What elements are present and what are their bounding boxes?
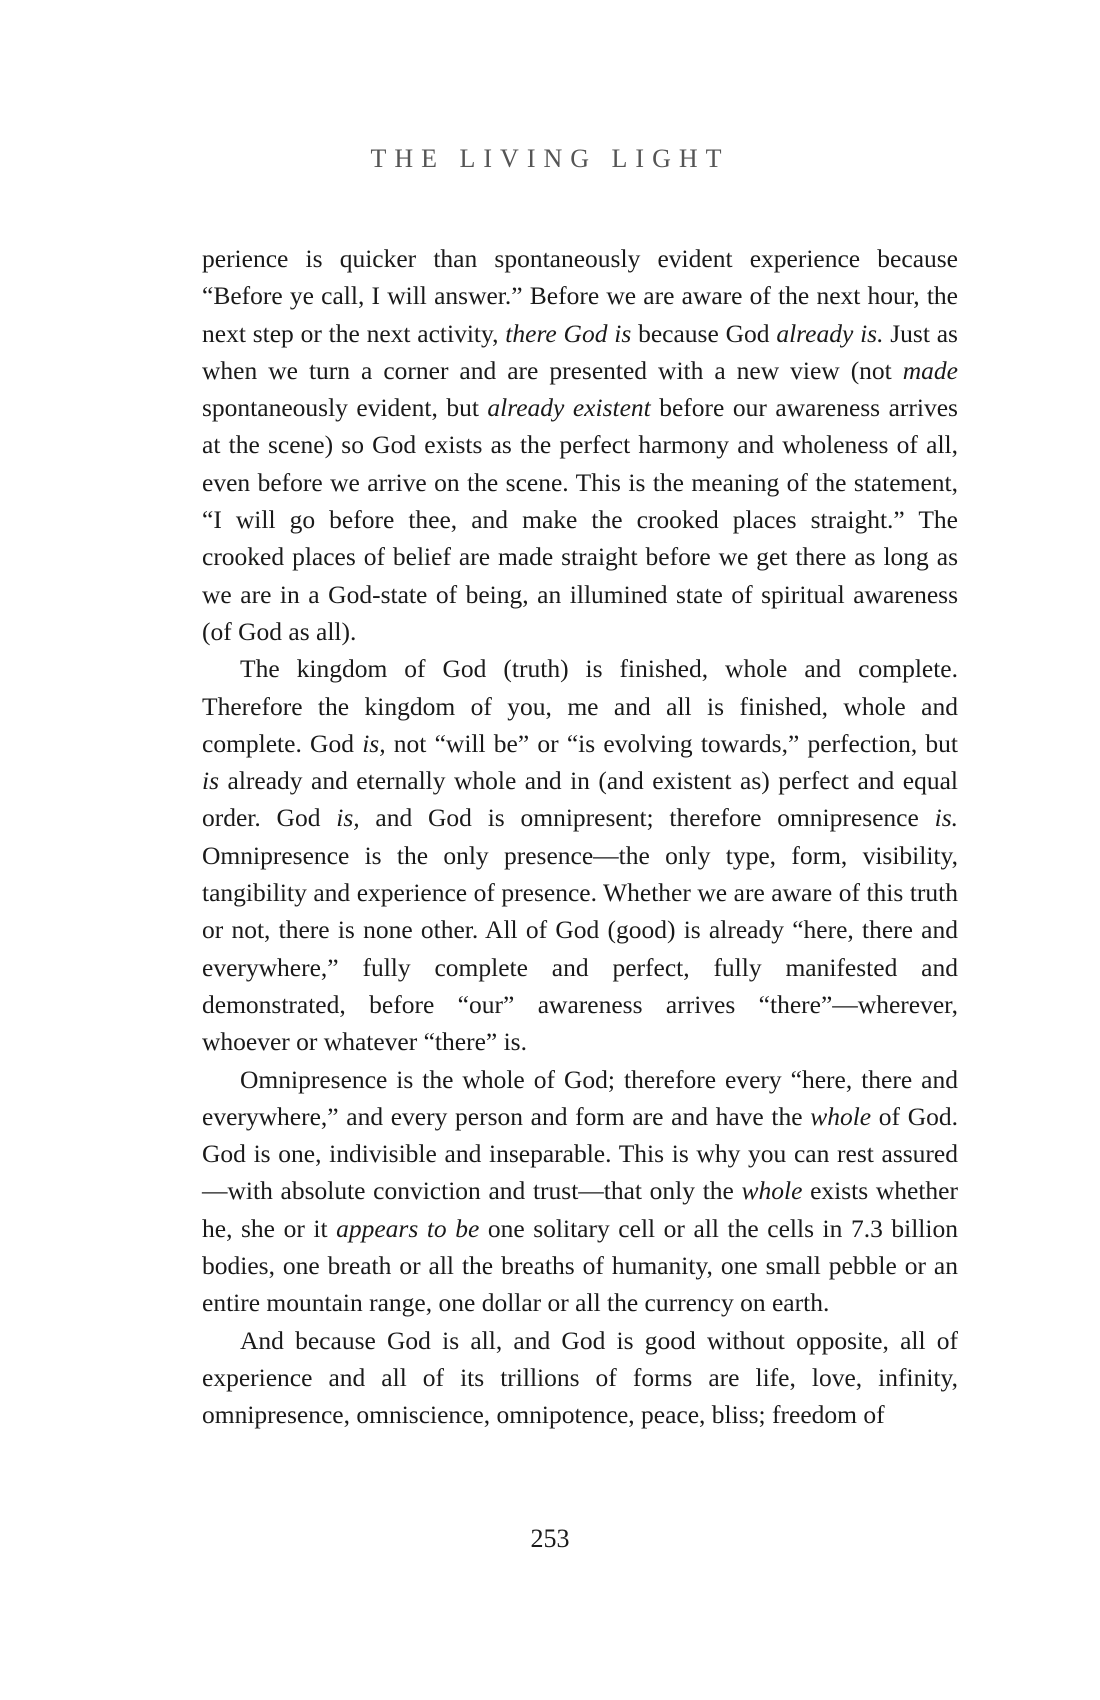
paragraph-2 [202, 650, 958, 1060]
text-run: already and eternally whole and in (and existent as) perfect and equal order. God [202, 766, 958, 833]
text-run: Omnipresence is the whole of God; therefore every “here, there and everywhere,” and every person and form are and have the [202, 1064, 958, 1131]
running-head: THE LIVING LIGHT [370, 144, 730, 173]
italic-text: made [902, 355, 958, 385]
text-run: because God [631, 318, 777, 348]
italic-text: is, [336, 803, 360, 833]
text-run: Just as when we turn a corner and are presented with a new view (not [202, 318, 958, 385]
text-run: of God. God is one, indivisible and inseparable. This is why you can rest assured—with absolute conviction and trust—that only the [202, 1101, 958, 1206]
italic-text: is, [362, 728, 386, 758]
italic-text: is [202, 766, 220, 796]
text-run: spontaneously evident, but [202, 393, 488, 423]
paragraph-4 [202, 1322, 958, 1434]
text-run: not “will be” or “is evolving towards,” perfection, but [385, 728, 959, 758]
paragraph-1 [202, 240, 958, 650]
italic-text: there God is [505, 318, 632, 348]
text-run: perience is quicker than spontaneously evident experience because “Before ye call, I will answer.” Before we are aware of the next hour, the next step or the next activity, [202, 244, 958, 348]
italic-text: already is. [776, 318, 884, 348]
text-run: before our awareness arrives at the scene) so God exists as the perfect harmony and wholeness of all, even before we arrive on the scene. This is the meaning of the statement, “I will go before thee, and make the crooked places straight.” The crooked places of belief are made straight before we get there as long as we are in a God-state of being, an illumined state of spiritual awareness (of God as all). [202, 393, 958, 646]
text-run: and God is omnipresent; therefore omnipresence [359, 803, 935, 833]
page-number: 253 [530, 1524, 570, 1553]
text-run: Omnipresence is the only presence—the only type, form, visibility, tangibility and experience of presence. Whether we are aware of this truth or not, there is none other. All of God (good) is already “here, there and everywhere,” fully complete and perfect, fully manifested and demonstrated, before “our” awareness arrives “there”—wherever, whoever or whatever “there” is. [202, 840, 958, 1057]
paragraph-3 [202, 1061, 958, 1322]
italic-text: whole [810, 1101, 872, 1131]
text-run: exists whether he, she or it [202, 1176, 958, 1243]
italic-text: already existent [487, 393, 651, 423]
text-run: And because God is all, and God is good without opposite, all of experience and all of its trillions of forms are life, love, infinity, omnipresence, omniscience, omnipotence, peace, bliss; freedom of [202, 1325, 958, 1430]
body-text [202, 240, 958, 1434]
italic-text: whole [741, 1176, 803, 1206]
italic-text: appears to be [336, 1213, 480, 1243]
text-run: one solitary cell or all the cells in 7.3 billion bodies, one breath or all the breaths of humanity, one small pebble or an entire mountain range, one dollar or all the currency on earth. [202, 1213, 958, 1318]
italic-text: is. [934, 803, 958, 833]
text-run: The kingdom of God (truth) is finished, whole and complete. Therefore the kingdom of you, me and all is finished, whole and complete. God [202, 654, 958, 758]
